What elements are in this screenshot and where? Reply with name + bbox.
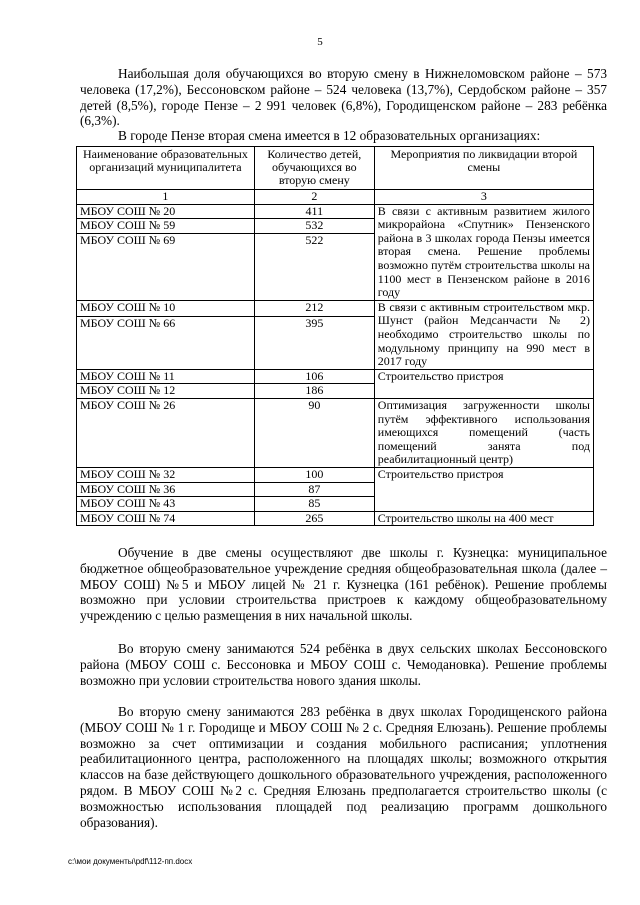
children-count: 106	[254, 369, 374, 384]
header-measures: Мероприятия по ликвидации второй смены	[374, 147, 593, 190]
children-count: 522	[254, 233, 374, 300]
children-count: 411	[254, 204, 374, 219]
school-name: МБОУ СОШ № 36	[77, 482, 255, 497]
paragraph-kuznetsk: Обучение в две смены осуществляют две школы г. Кузнецка: муниципальное бюджетное общеобразовательное учреждение средняя общеобразовательная школа (далее – МБОУ СОШ) №5 и МБОУ лицей № 21 г. Кузнецка (161 ребёнок). Решение проблемы возможно при условии строительства пристроев к каждому общеобразовательному учреждению с целью размещения в них начальной школы.	[80, 545, 607, 624]
school-name: МБОУ СОШ № 74	[77, 511, 255, 526]
column-number: 2	[254, 190, 374, 205]
school-name: МБОУ СОШ № 69	[77, 233, 255, 300]
table-row	[77, 204, 594, 219]
children-count: 532	[254, 219, 374, 234]
column-number: 3	[374, 190, 593, 205]
paragraph-gorodishche: Во вторую смену занимаются 283 ребёнка в двух школах Городищенского района (МБОУ СОШ № 1 г. Городище и МБОУ СОШ № 2 с. Средняя Елюзань). Решение проблемы возможно за счет оптимизации и создания мобильного расписания; уплотнения реабилитационного центра, расположенного на площадях школы; возможного открытия классов на базе действующего дошкольного образовательного учреждения, расположенного рядом. В МБОУ СОШ №2 с. Средняя Елюзань предполагается строительство школы (с возможностью использования площадей под реализацию программ дошкольного образования).	[80, 704, 607, 830]
paragraph-shift-share: Наибольшая доля обучающихся во вторую смену в Нижнеломовском районе – 573 человека (17,2%), Бессоновском районе – 524 человека (13,7%), Сердобском районе – 357 детей (8,5%), городе Пензе – 2 991 человек (6,8%), Городищенском районе – 283 ребёнка (6,3%).	[80, 66, 607, 129]
table-row	[77, 467, 594, 482]
table-row	[77, 300, 594, 316]
column-number: 1	[77, 190, 255, 205]
paragraph-bessonovka: Во вторую смену занимаются 524 ребёнка в двух сельских школах Бессоновского района (МБОУ СОШ с. Бессоновка и МБОУ СОШ с. Чемодановка). Решение проблемы возможно при условии строительства нового здания школы.	[80, 641, 607, 688]
measure-cell: В связи с активным строительством мкр. Шунст (район Медсанчасти № 2) необходимо строительство школы по модульному принципу на 990 мест в 2017 году	[374, 300, 593, 369]
children-count: 186	[254, 384, 374, 399]
header-children-count: Количество детей, обучающихся во вторую смену	[254, 147, 374, 190]
children-count: 395	[254, 316, 374, 369]
measure-cell: Строительство пристроя	[374, 467, 593, 511]
second-shift-table	[76, 146, 594, 526]
children-count: 87	[254, 482, 374, 497]
table-row	[77, 369, 594, 384]
school-name: МБОУ СОШ № 11	[77, 369, 255, 384]
school-name: МБОУ СОШ № 43	[77, 497, 255, 512]
table-header-row	[77, 147, 594, 190]
school-name: МБОУ СОШ № 26	[77, 398, 255, 467]
children-count: 90	[254, 398, 374, 467]
school-name: МБОУ СОШ № 66	[77, 316, 255, 369]
school-name: МБОУ СОШ № 32	[77, 467, 255, 482]
school-name: МБОУ СОШ № 20	[77, 204, 255, 219]
children-count: 85	[254, 497, 374, 512]
table-intro: В городе Пензе вторая смена имеется в 12 образовательных организациях:	[118, 128, 541, 143]
table-row	[77, 398, 594, 467]
school-name: МБОУ СОШ № 12	[77, 384, 255, 399]
page-number: 5	[317, 36, 323, 48]
measure-cell: Оптимизация загруженности школы путём эффективного использования имеющихся помещений (часть помещений занята под реабилитационный центр)	[374, 398, 593, 467]
children-count: 212	[254, 300, 374, 316]
children-count: 100	[254, 467, 374, 482]
measure-cell: Строительство пристроя	[374, 369, 593, 398]
measure-cell: В связи с активным развитием жилого микрорайона «Спутник» Пензенского района в 3 школах города Пензы имеется вторая смена. Решение проблемы возможно путём строительства школы на 1100 мест в Пензенском районе в 2016 году	[374, 204, 593, 300]
table-row	[77, 511, 594, 526]
children-count: 265	[254, 511, 374, 526]
school-name: МБОУ СОШ № 10	[77, 300, 255, 316]
measure-cell: Строительство школы на 400 мест	[374, 511, 593, 526]
school-name: МБОУ СОШ № 59	[77, 219, 255, 234]
footer-file-path: c:\мои документы\pdf\112-пп.docx	[68, 857, 193, 866]
header-organizations: Наименование образовательных организаций муниципалитета	[77, 147, 255, 190]
column-number-row	[77, 190, 594, 205]
